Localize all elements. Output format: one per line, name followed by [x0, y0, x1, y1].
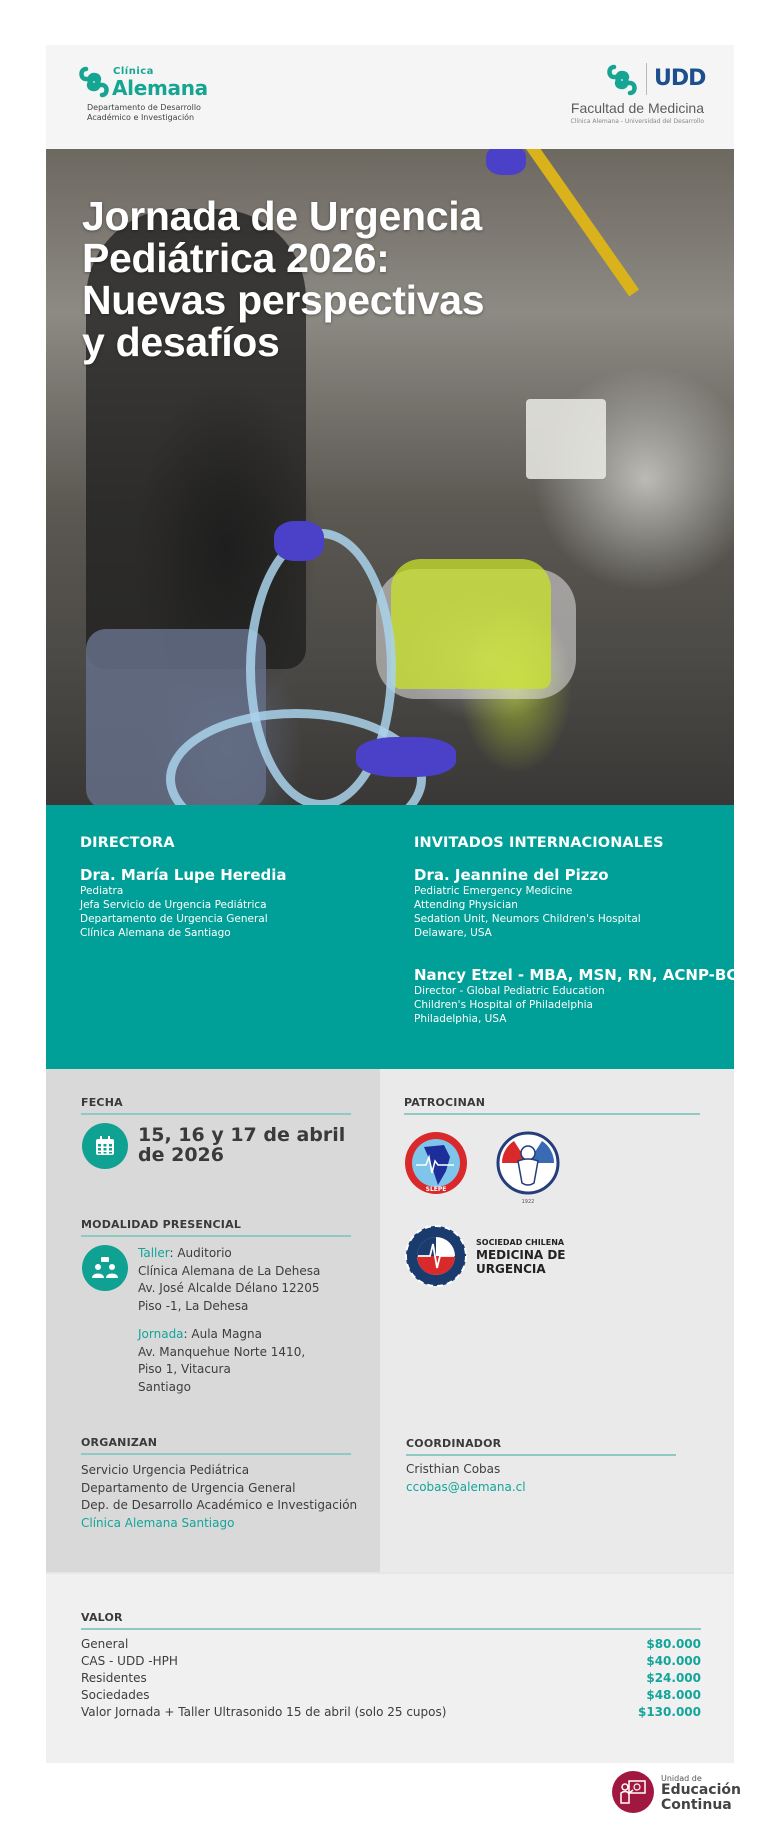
svg-text:SLEPE: SLEPE	[425, 1186, 447, 1193]
valor-label: VALOR	[81, 1611, 123, 1624]
guest-card: Dra. Jeannine del Pizzo Pediatric Emergency Medicine Attending Physician Sedation Unit, Neumors Children's Hospital Delaware, USA	[414, 866, 641, 939]
divider	[404, 1113, 700, 1115]
logo-divider	[646, 63, 647, 95]
price-row: Valor Jornada + Taller Ultrasonido 15 de abril (solo 25 cupos) $130.000	[81, 1705, 701, 1719]
photo-decor	[274, 521, 324, 561]
calendar-icon	[82, 1123, 128, 1169]
photo-decor	[391, 559, 551, 689]
faculty-name: Facultad de Medicina	[570, 100, 704, 116]
info-left-panel	[46, 1069, 380, 1572]
footer-title: Educación Continua	[661, 1782, 741, 1813]
director-heading: DIRECTORA	[80, 835, 175, 851]
pricing-section	[46, 1572, 734, 1763]
organizan-label: ORGANIZAN	[81, 1436, 158, 1449]
divider	[81, 1628, 701, 1630]
guests-heading: INVITADOS INTERNACIONALES	[414, 835, 664, 851]
taller-location: Taller: Auditorio Clínica Alemana de La Dehesa Av. José Alcalde Délano 12205 Piso -1, La Dehesa	[138, 1246, 321, 1313]
photo-decor	[526, 149, 639, 296]
coordinator-info	[406, 1461, 526, 1496]
price-row: General $80.000	[81, 1637, 701, 1651]
info-section	[46, 1069, 734, 1572]
director-card: Dra. María Lupe Heredia Pediatra Jefa Servicio de Urgencia Pediátrica Departamento de Urgencia General Clínica Alemana de Santiago	[80, 866, 287, 939]
divider	[406, 1454, 676, 1456]
hero-photo	[46, 149, 734, 805]
clinica-alemana-mark-icon	[606, 63, 638, 97]
logo-small-text: Clínica	[113, 66, 154, 77]
header	[46, 45, 734, 149]
fecha-label: FECHA	[81, 1096, 123, 1109]
clinica-alemana-mark-icon	[78, 65, 110, 99]
sponsor-slepe-logo	[404, 1131, 468, 1199]
coordinador-label: COORDINADOR	[406, 1437, 502, 1450]
sponsor-sochipe-logo	[496, 1131, 560, 1209]
logo-big-text: Alemana	[112, 76, 208, 100]
udd-wordmark: UDD	[654, 66, 706, 91]
speakers-section	[46, 805, 738, 1069]
photo-decor	[356, 737, 456, 777]
event-date: 15, 16 y 17 de abril de 2026	[138, 1124, 346, 1166]
faculty-subtitle: Clínica Alemana - Universidad del Desarrollo	[570, 118, 704, 125]
divider	[81, 1113, 351, 1115]
patrocinan-label: PATROCINAN	[404, 1096, 486, 1109]
event-title: Jornada de Urgencia Pediátrica 2026: Nuevas perspectivas y desafíos	[82, 193, 485, 365]
teacher-board-icon	[612, 1771, 654, 1813]
guest-name: Nancy Etzel - MBA, MSN, RN, ACNP-BC	[414, 966, 738, 984]
event-flyer	[46, 45, 738, 1763]
organizers-list: Servicio Urgencia Pediátrica Departamento de Urgencia General Dep. de Desarrollo Académico e Investigación Clínica Alemana Santiago	[81, 1463, 358, 1530]
guest-name: Dra. Jeannine del Pizzo	[414, 866, 609, 884]
price-row: Residentes $24.000	[81, 1671, 701, 1685]
guest-card: Nancy Etzel - MBA, MSN, RN, ACNP-BC Director - Global Pediatric Education Children's Hospital of Philadelphia Philadelphia, USA	[414, 966, 738, 1025]
price-row: Sociedades $48.000	[81, 1688, 701, 1702]
modalidad-label: MODALIDAD PRESENCIAL	[81, 1218, 242, 1231]
department-text: Departamento de Desarrollo Académico e Investigación	[87, 103, 201, 122]
price-row: CAS - UDD -HPH $40.000	[81, 1654, 701, 1668]
udd-logo	[564, 63, 704, 133]
coordinator-name: Cristhian Cobas	[406, 1462, 501, 1476]
divider	[81, 1453, 351, 1455]
svg-text:1922: 1922	[521, 1199, 535, 1205]
sponsor-sochimu-logo: SOCIEDAD CHILENA MEDICINA DE URGENCIA	[404, 1224, 624, 1290]
photo-decor	[526, 399, 606, 479]
photo-decor	[486, 149, 526, 175]
educacion-continua-logo	[612, 1771, 780, 1821]
divider	[81, 1235, 351, 1237]
director-name: Dra. María Lupe Heredia	[80, 866, 287, 884]
footer-small-text: Unidad de	[661, 1774, 702, 1783]
people-meeting-icon	[82, 1245, 128, 1291]
jornada-location: Jornada: Aula Magna Av. Manquehue Norte 1410, Piso 1, Vitacura Santiago	[138, 1327, 306, 1394]
coordinator-email-link[interactable]: ccobas@alemana.cl	[406, 1479, 526, 1494]
info-right-panel	[380, 1069, 734, 1572]
